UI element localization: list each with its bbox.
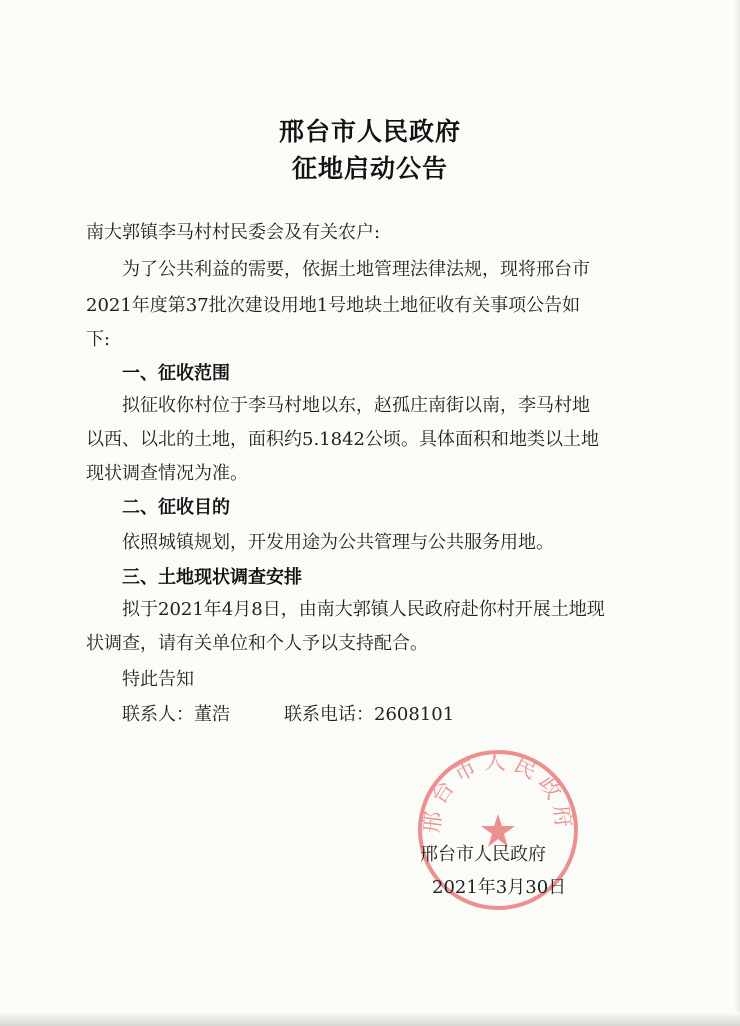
section-3-heading: 三、土地现状调查安排 bbox=[122, 567, 302, 588]
section-1-line-3: 现状调查情况为准。 bbox=[86, 463, 248, 484]
closing-text: 特此告知 bbox=[122, 669, 194, 690]
signature-date: 2021年3月30日 bbox=[432, 877, 567, 898]
section-3-line-2: 状调查，请有关单位和个人予以支持配合。 bbox=[86, 633, 428, 654]
signature-issuer: 邢台市人民政府 bbox=[420, 844, 546, 865]
section-1-line-2: 以西、以北的土地，面积约5.1842公顷。具体面积和地类以土地 bbox=[86, 429, 599, 450]
contact-person: 联系人：董浩 bbox=[122, 704, 230, 725]
intro-line-2: 2021年度第37批次建设用地1号地块土地征收有关事项公告如 bbox=[86, 295, 581, 316]
addressee: 南大郭镇李马村村民委会及有关农户: bbox=[86, 222, 381, 243]
title-line-1: 邢台市人民政府 bbox=[278, 117, 461, 146]
section-2-line-1: 依照城镇规划，开发用途为公共管理与公共服务用地。 bbox=[122, 532, 554, 553]
scan-edge-right bbox=[734, 0, 740, 1026]
contact-phone: 联系电话：2608101 bbox=[284, 704, 455, 725]
section-1-heading: 一、征收范围 bbox=[122, 363, 230, 384]
intro-line-1: 为了公共利益的需要，依据土地管理法律法规，现将邢台市 bbox=[122, 259, 590, 280]
title-line-2: 征地启动公告 bbox=[291, 154, 448, 183]
section-3-line-1: 拟于2021年4月8日，由南大郭镇人民政府赴你村开展土地现 bbox=[122, 599, 605, 620]
section-1-line-1: 拟征收你村位于李马村地以东，赵孤庄南街以南，李马村地 bbox=[122, 395, 590, 416]
intro-line-3: 下: bbox=[86, 329, 111, 350]
scan-edge-bottom bbox=[0, 1012, 740, 1026]
section-2-heading: 二、征收目的 bbox=[122, 497, 230, 518]
seal-text: 邢台市人民政府 bbox=[419, 749, 577, 835]
